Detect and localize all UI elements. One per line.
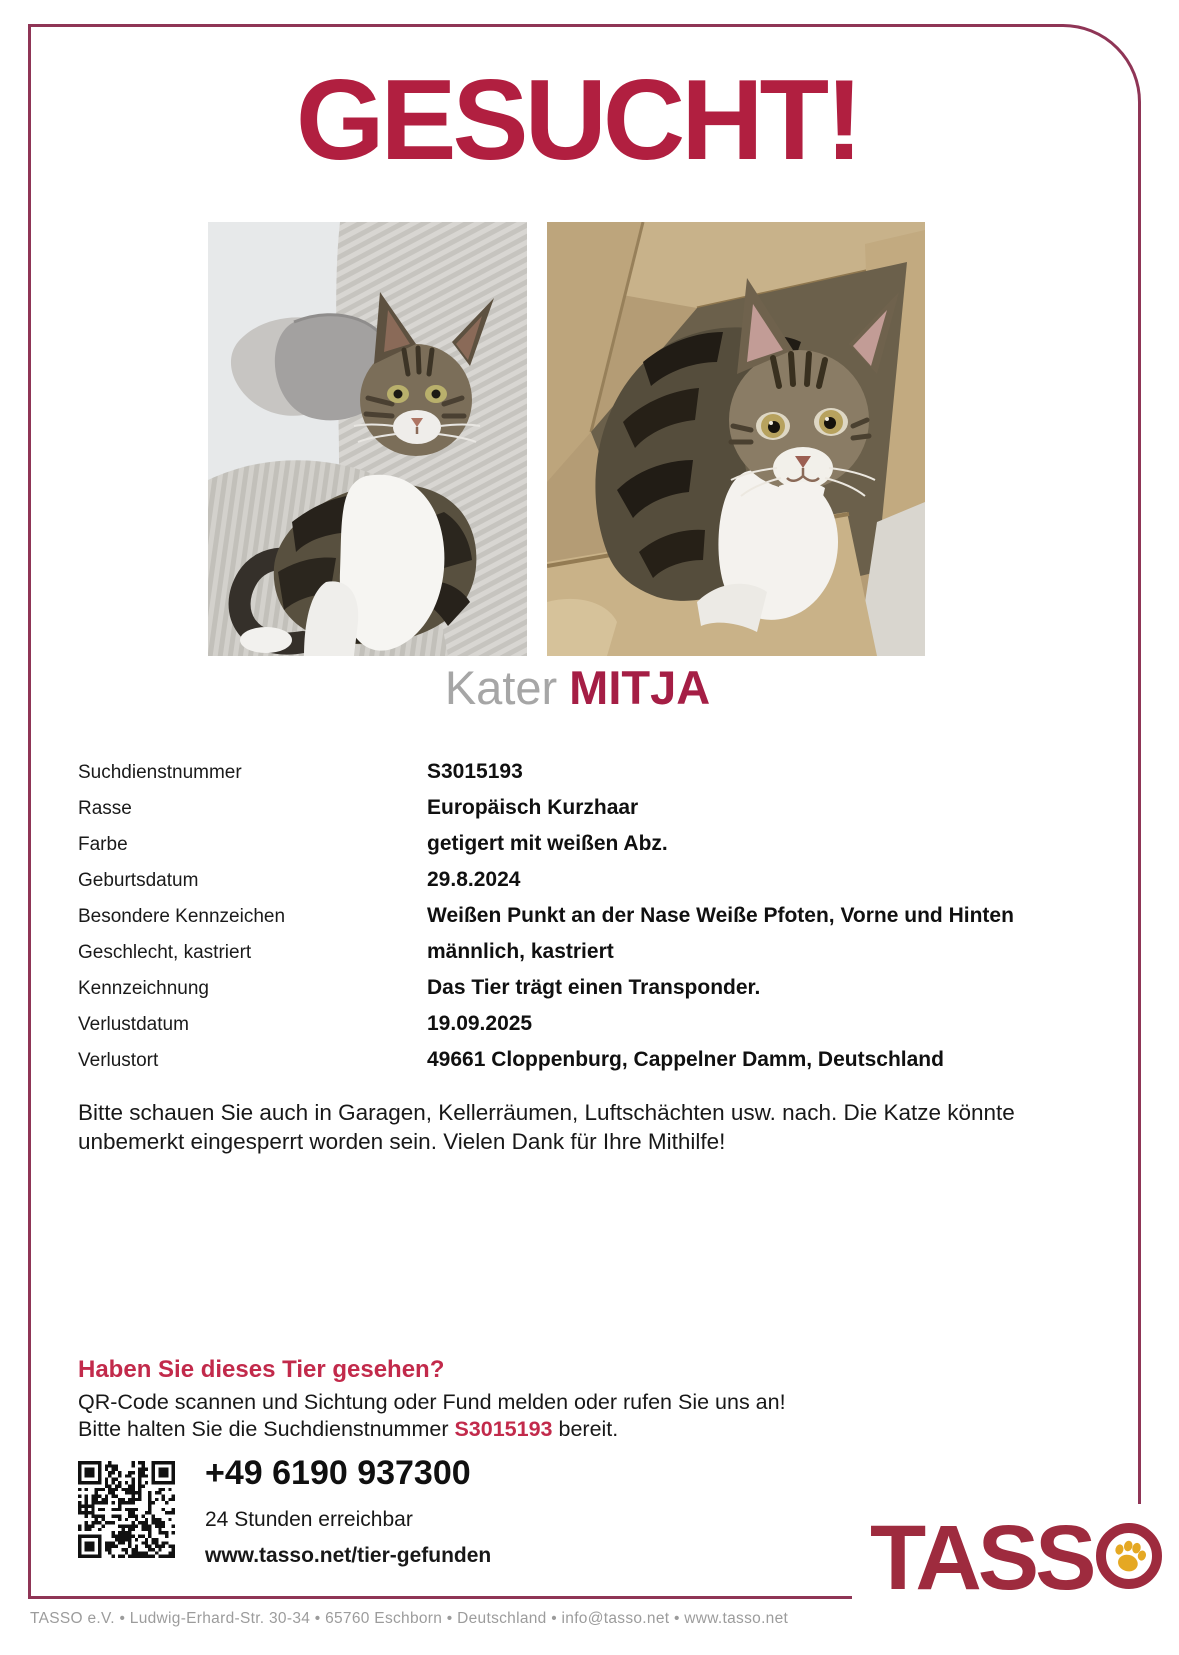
detail-value: männlich, kastriert <box>427 940 614 963</box>
detail-row <box>78 790 1100 826</box>
website-url: www.tasso.net/tier-gefunden <box>205 1544 492 1568</box>
detail-row <box>78 754 1100 790</box>
detail-label: Farbe <box>78 834 128 855</box>
detail-value: Europäisch Kurzhaar <box>427 796 639 819</box>
poster-title: GESUCHT! <box>295 57 860 184</box>
contact-line-2 <box>78 1416 786 1443</box>
detail-label: Verlustdatum <box>78 1014 189 1035</box>
detail-row <box>78 1042 1100 1078</box>
contact-line2-suffix: bereit. <box>552 1417 619 1441</box>
details-table <box>78 754 1100 1078</box>
detail-row <box>78 862 1100 898</box>
pet-type-label: Kater <box>444 661 558 714</box>
cat-photo-box <box>547 222 925 656</box>
tasso-logo-o-ring <box>1096 1523 1162 1589</box>
detail-label: Geschlecht, kastriert <box>78 942 252 963</box>
detail-label: Geburtsdatum <box>78 870 199 891</box>
contact-line-1: QR-Code scannen und Sichtung oder Fund melden oder rufen Sie uns an! <box>78 1390 786 1414</box>
detail-label: Kennzeichnung <box>78 978 209 999</box>
detail-row <box>78 826 1100 862</box>
detail-label: Besondere Kennzeichen <box>78 906 286 927</box>
detail-value: getigert mit weißen Abz. <box>427 832 668 855</box>
search-number: S3015193 <box>454 1417 553 1441</box>
cat-in-box-illustration <box>547 222 925 656</box>
detail-value: Das Tier trägt einen Transponder. <box>427 976 761 999</box>
detail-row <box>78 934 1100 970</box>
contact-heading: Haben Sie dieses Tier gesehen? <box>78 1356 445 1383</box>
detail-label: Rasse <box>78 798 132 819</box>
detail-row <box>78 1006 1100 1042</box>
phone-block <box>205 1455 491 1568</box>
paw-icon <box>1110 1537 1148 1575</box>
detail-value: Weißen Punkt an der Nase Weiße Pfoten, Vorne und Hinten <box>427 904 1014 927</box>
photos-row <box>208 222 925 656</box>
detail-value: 29.8.2024 <box>427 868 521 891</box>
detail-label: Suchdienstnummer <box>78 762 242 783</box>
footer-address: TASSO e.V. • Ludwig-Erhard-Str. 30-34 • 65760 Eschborn • Deutschland • info@tasso.net • www.tasso.net <box>30 1610 789 1627</box>
phone-number: +49 6190 937300 <box>205 1454 471 1492</box>
detail-value: S3015193 <box>427 760 523 783</box>
tasso-logo-text: TASS <box>870 1507 1093 1609</box>
qr-code-svg <box>78 1461 175 1558</box>
detail-value: 49661 Cloppenburg, Cappelner Damm, Deutschland <box>427 1048 944 1071</box>
detail-label: Verlustort <box>78 1050 159 1071</box>
qr-code <box>78 1461 175 1558</box>
detail-row <box>78 898 1100 934</box>
detail-value: 19.09.2025 <box>427 1012 533 1035</box>
availability-text: 24 Stunden erreichbar <box>205 1508 413 1532</box>
pet-name <box>30 662 1125 714</box>
note-paragraph: Bitte schauen Sie auch in Garagen, Kellerräumen, Luftschächten usw. nach. Die Katze könnte unbemerkt eingesperrt worden sein. Vielen Dank für Ihre Mithilfe! <box>78 1100 1015 1154</box>
pet-name-label: MITJA <box>569 661 711 714</box>
cat-photo-couch <box>208 222 527 656</box>
cat-on-couch-illustration <box>208 222 527 656</box>
tasso-logo <box>852 1504 1174 1618</box>
detail-row <box>78 970 1100 1006</box>
contact-section <box>78 1356 786 1443</box>
contact-line2-prefix: Bitte halten Sie die Suchdienstnummer <box>78 1417 455 1441</box>
